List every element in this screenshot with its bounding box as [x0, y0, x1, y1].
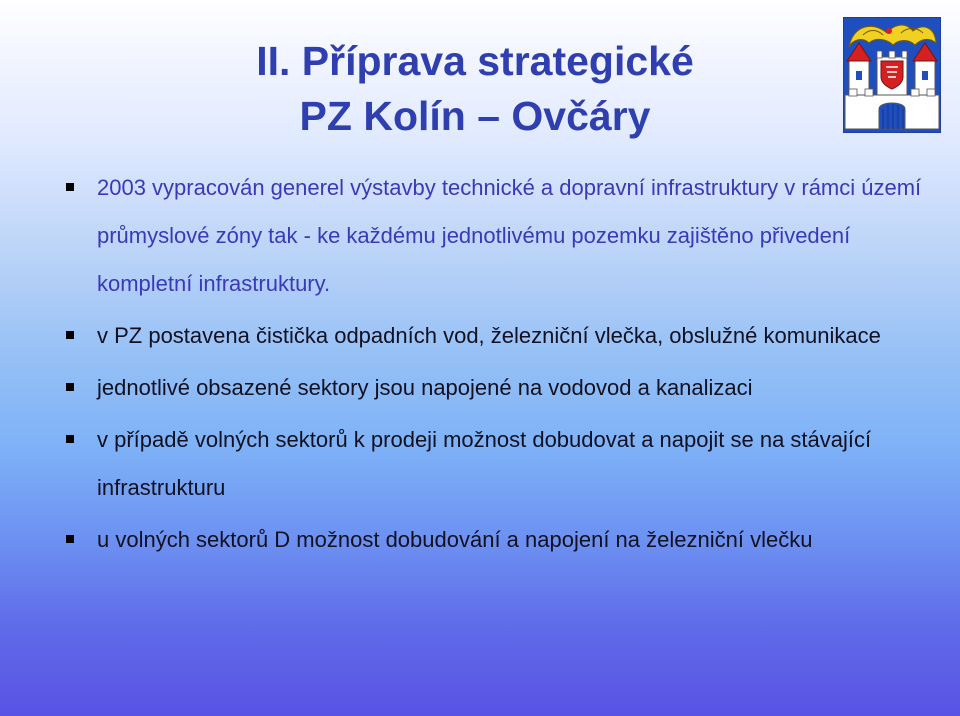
square-bullet-icon: [66, 535, 74, 543]
slide-title: [130, 34, 820, 144]
square-bullet-icon: [66, 331, 74, 339]
bullet-text: 2003 vypracován generel výstavby technické a dopravní infrastruktury v rámci území průmyslové zóny tak - ke každému jednotlivému pozemku zajištěno přivedení kompletní infrastruktury.: [97, 175, 922, 296]
title-line-2: PZ Kolín – Ovčáry: [299, 93, 651, 139]
kolin-coat-of-arms-icon: [843, 17, 941, 133]
title-line-1: II. Příprava strategické: [256, 38, 694, 84]
bullet-text: jednotlivé obsazené sektory jsou napojené na vodovod a kanalizaci: [97, 375, 753, 400]
square-bullet-icon: [66, 383, 74, 391]
bullet-item: [66, 164, 926, 308]
bullet-item: [66, 364, 926, 412]
square-bullet-icon: [66, 183, 74, 191]
bullet-text: v PZ postavena čistička odpadních vod, železniční vlečka, obslužné komunikace: [97, 323, 881, 348]
bullet-item: [66, 416, 926, 512]
bullet-list: [66, 164, 926, 564]
bullet-item: [66, 516, 926, 564]
square-bullet-icon: [66, 435, 74, 443]
bullet-item: [66, 312, 926, 360]
bullet-text: u volných sektorů D možnost dobudování a napojení na železniční vlečku: [97, 527, 813, 552]
bullet-text: v případě volných sektorů k prodeji možnost dobudovat a napojit se na stávající infrastrukturu: [97, 427, 872, 500]
